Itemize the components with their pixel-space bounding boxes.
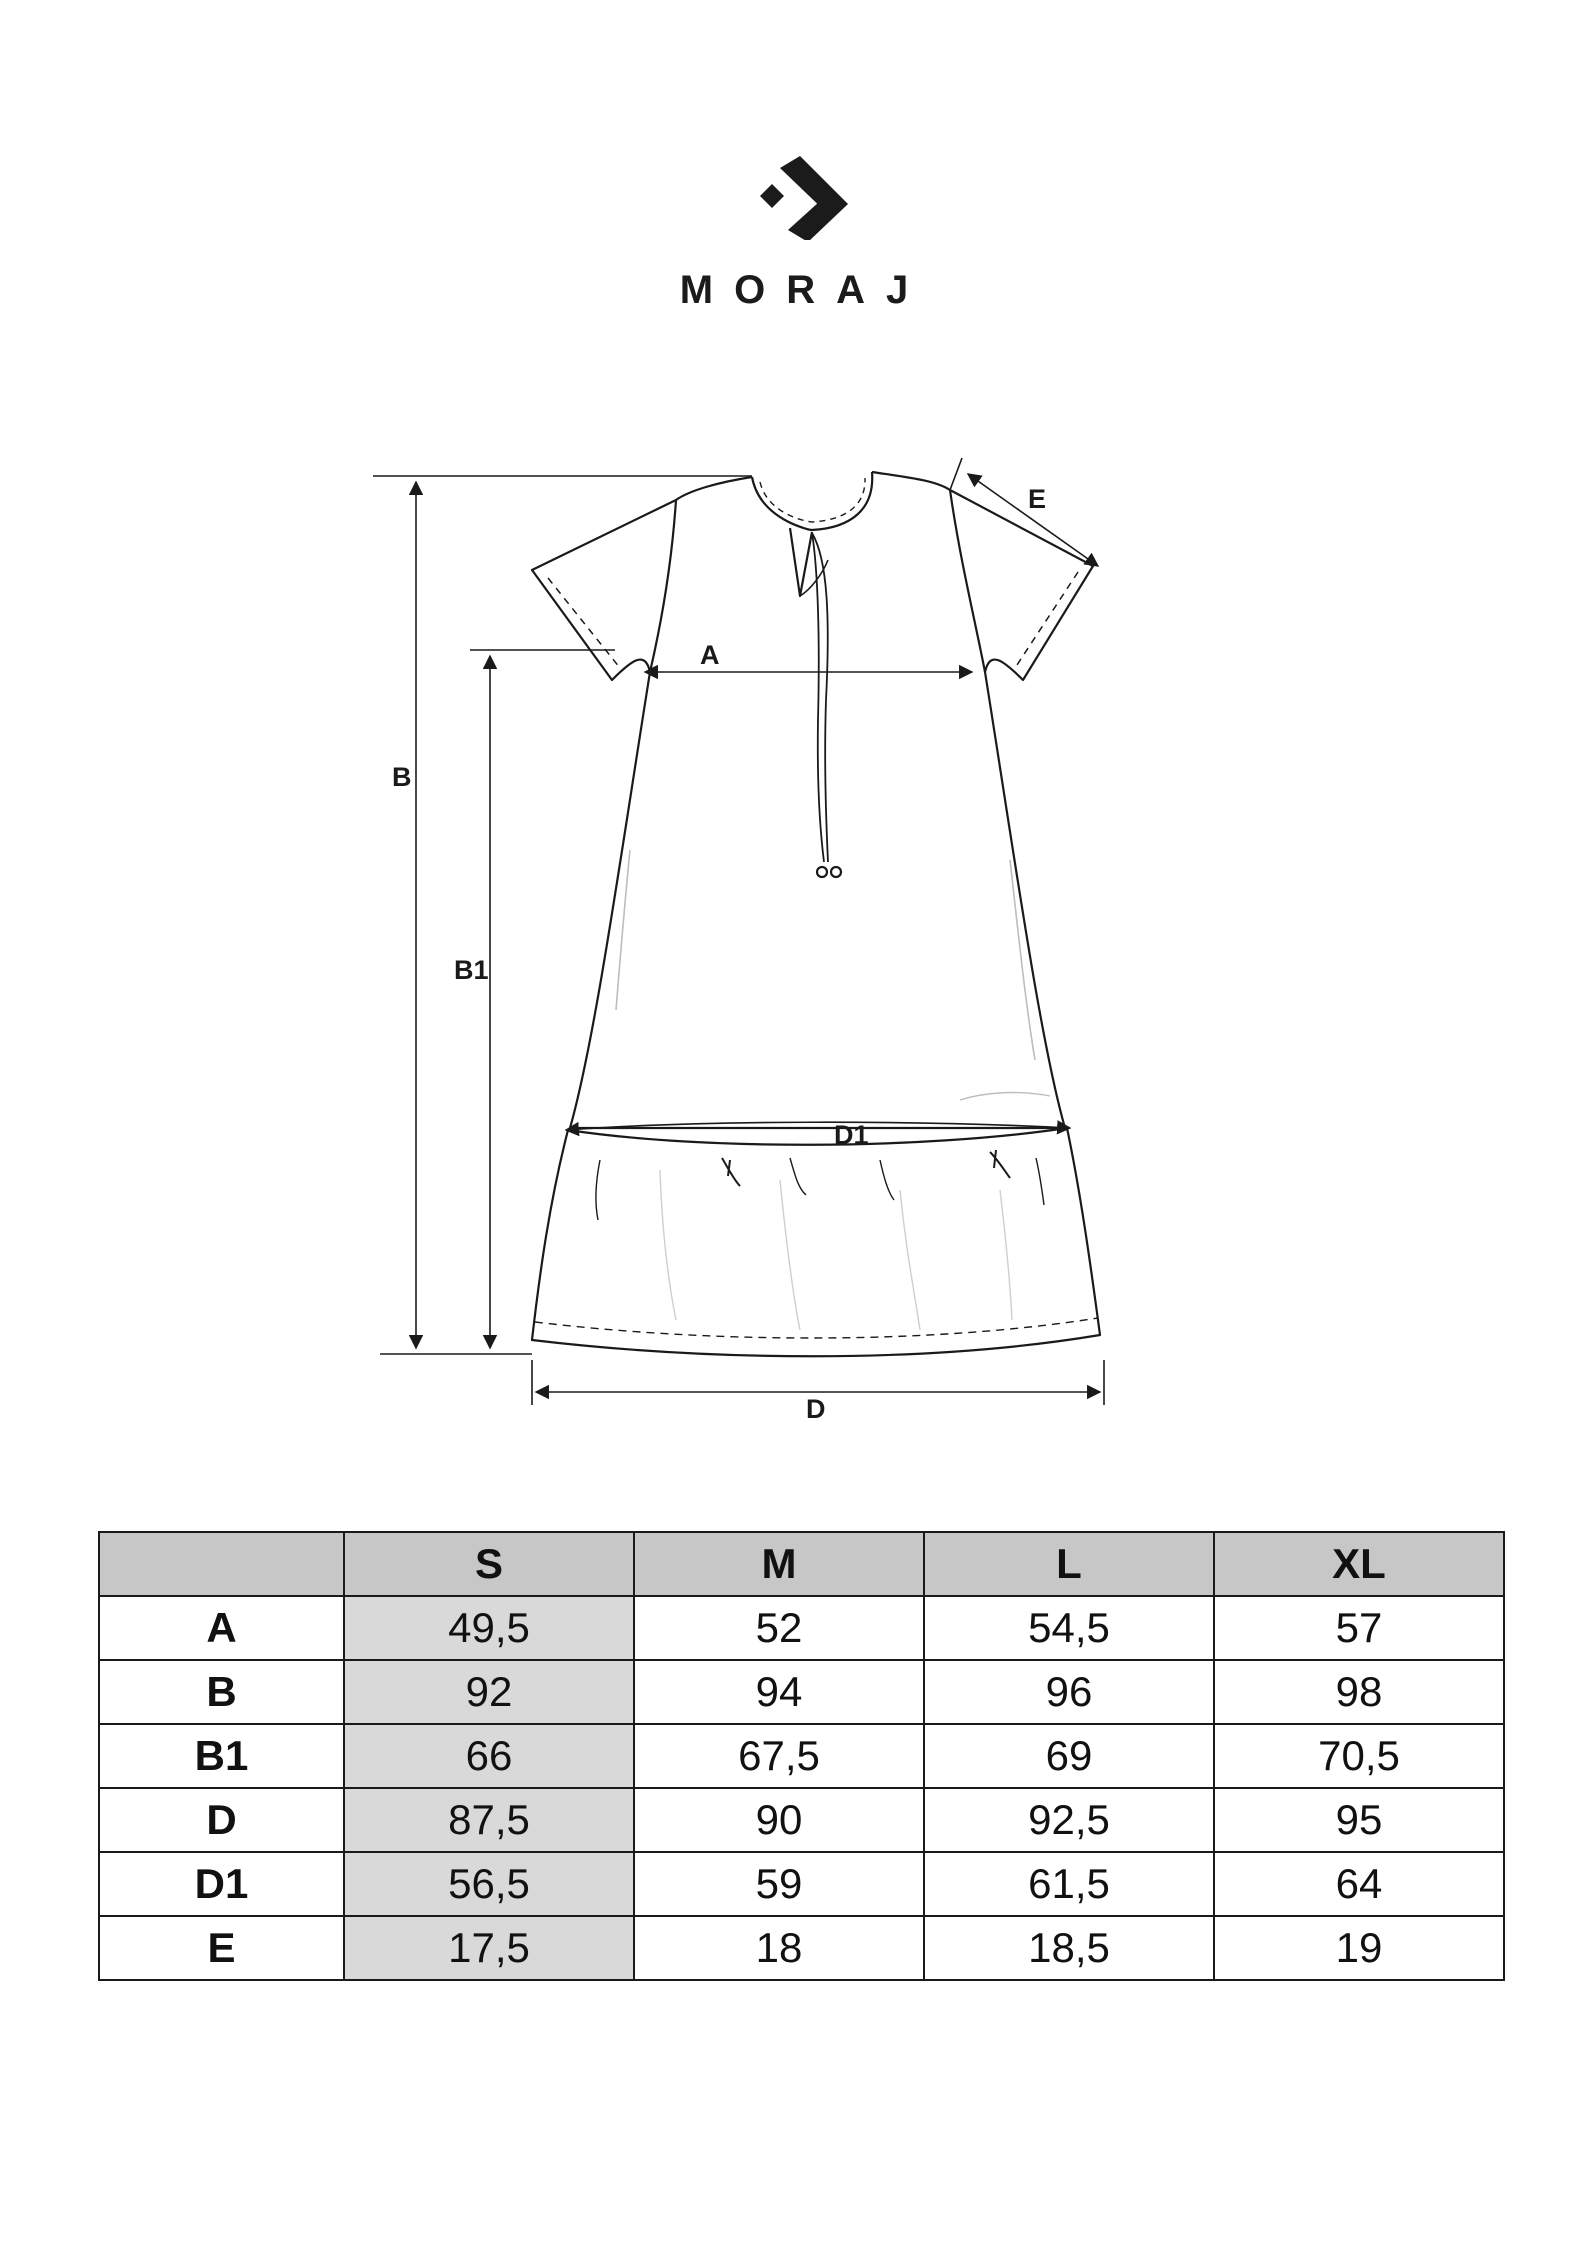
table-cell: 57 [1214, 1596, 1504, 1660]
table-row [99, 1788, 1504, 1852]
measurement-lines [373, 458, 1104, 1405]
dimension-label-b1: B1 [454, 955, 489, 985]
dimension-label-e: E [1028, 484, 1047, 514]
table-cell: 98 [1214, 1660, 1504, 1724]
table-cell: 95 [1214, 1788, 1504, 1852]
table-cell: 64 [1214, 1852, 1504, 1916]
table-row [99, 1660, 1504, 1724]
dress-outline [532, 472, 1100, 1356]
dimension-label-b: B [392, 762, 412, 792]
table-cell: 61,5 [924, 1852, 1214, 1916]
row-label: B [99, 1660, 344, 1724]
size-chart-table [98, 1531, 1505, 1981]
table-cell: 90 [634, 1788, 924, 1852]
size-header-s: S [344, 1532, 634, 1596]
table-row [99, 1916, 1504, 1980]
table-cell: 59 [634, 1852, 924, 1916]
table-cell: 87,5 [344, 1788, 634, 1852]
table-row [99, 1852, 1504, 1916]
table-cell: 18,5 [924, 1916, 1214, 1980]
table-row [99, 1596, 1504, 1660]
size-header-xl: XL [1214, 1532, 1504, 1596]
row-label: D [99, 1788, 344, 1852]
table-cell: 69 [924, 1724, 1214, 1788]
table-cell: 67,5 [634, 1724, 924, 1788]
table-cell: 66 [344, 1724, 634, 1788]
row-label: A [99, 1596, 344, 1660]
row-label: B1 [99, 1724, 344, 1788]
table-row [99, 1724, 1504, 1788]
table-cell: 94 [634, 1660, 924, 1724]
size-header-l: L [924, 1532, 1214, 1596]
row-label: D1 [99, 1852, 344, 1916]
dimension-label-d1: D1 [834, 1120, 869, 1150]
table-cell: 17,5 [344, 1916, 634, 1980]
table-cell: 19 [1214, 1916, 1504, 1980]
table-cell: 49,5 [344, 1596, 634, 1660]
table-cell: 96 [924, 1660, 1214, 1724]
table-cell: 52 [634, 1596, 924, 1660]
dimension-label-a: A [700, 640, 720, 670]
table-cell: 70,5 [1214, 1724, 1504, 1788]
row-label: E [99, 1916, 344, 1980]
table-cell: 54,5 [924, 1596, 1214, 1660]
table-cell: 92 [344, 1660, 634, 1724]
table-cell: 92,5 [924, 1788, 1214, 1852]
table-header-row [99, 1532, 1504, 1596]
brand-name: MORAJ [679, 268, 930, 312]
table-cell: 18 [634, 1916, 924, 1980]
table-corner-cell [99, 1532, 344, 1596]
size-header-m: M [634, 1532, 924, 1596]
dimension-label-d: D [806, 1394, 826, 1424]
table-cell: 56,5 [344, 1852, 634, 1916]
